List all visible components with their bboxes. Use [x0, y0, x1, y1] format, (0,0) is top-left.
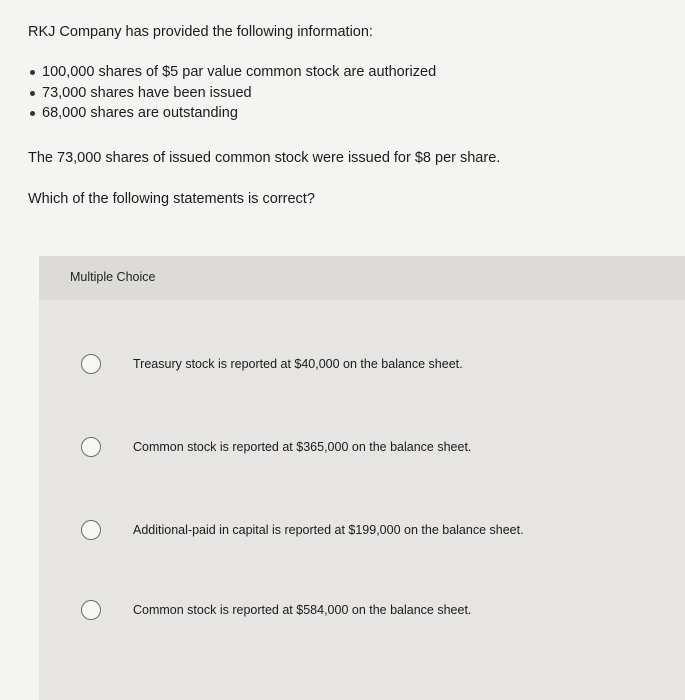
radio-button[interactable]	[81, 600, 101, 620]
answer-option-text: Treasury stock is reported at $40,000 on the balance sheet.	[133, 357, 463, 371]
question-intro: RKJ Company has provided the following information:	[28, 24, 373, 40]
issue-price-text: The 73,000 shares of issued common stock were issued for $8 per share.	[28, 149, 501, 166]
multiple-choice-panel	[39, 256, 685, 700]
question-block	[28, 20, 668, 211]
answer-option-text: Additional-paid in capital is reported at $199,000 on the balance sheet.	[133, 523, 524, 537]
multiple-choice-label: Multiple Choice	[70, 270, 156, 284]
answer-option-4[interactable]	[81, 595, 641, 625]
question-prompt: Which of the following statements is correct?	[28, 190, 315, 207]
answer-option-text: Common stock is reported at $365,000 on the balance sheet.	[133, 440, 472, 454]
info-list-item: 100,000 shares of $5 par value common stock are authorized	[28, 62, 668, 83]
answer-option-3[interactable]	[81, 515, 641, 545]
answer-option-text: Common stock is reported at $584,000 on the balance sheet.	[133, 603, 472, 617]
info-list-item: 68,000 shares are outstanding	[28, 103, 668, 124]
answer-option-1[interactable]	[81, 349, 641, 379]
answer-option-2[interactable]	[81, 432, 641, 462]
radio-button[interactable]	[81, 354, 101, 374]
radio-button[interactable]	[81, 437, 101, 457]
info-list-item: 73,000 shares have been issued	[28, 83, 668, 104]
info-list	[28, 62, 668, 124]
radio-button[interactable]	[81, 520, 101, 540]
panel-header	[39, 256, 685, 300]
